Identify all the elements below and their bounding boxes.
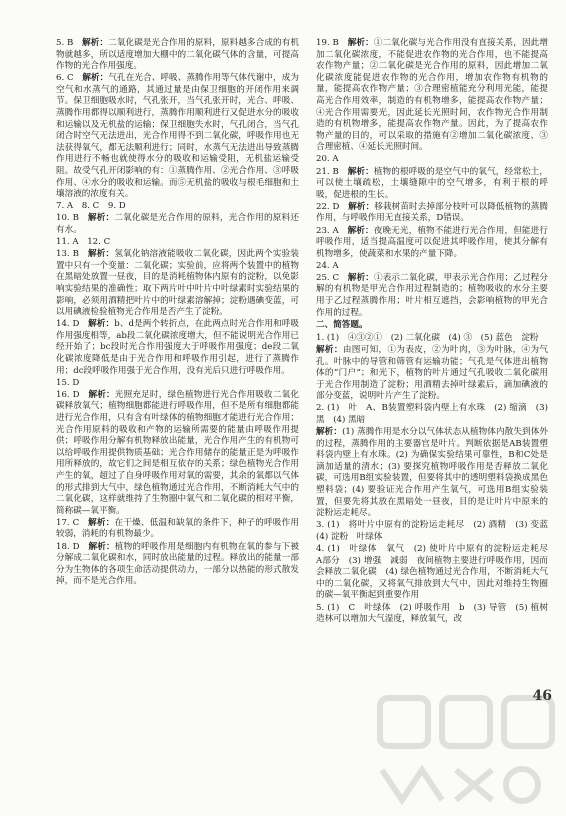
answer-text: (1) 蒸腾作用是水分以气体状态从植物体内散失到体外的过程，蒸腾作用的主要器官是叶片。判断依据是AB装置塑料袋内壁上有水珠。(2) 为确保实验结果可靠性，B和C处是滴加适量的清水；(3) 要探究植物呼吸作用是否释放二氧化碳，可选用B组实验装置，但要将其中的透明塑料袋换成黑色塑料袋；(4) 要验证光合作用产生氧气，可选用B组实验装置，但要先将其放在黑暗处一昼夜，目的是让叶片中原来的淀粉运走耗尽。 [316, 427, 548, 519]
answer-item [316, 202, 548, 225]
analysis-label: 解析： [347, 272, 375, 283]
analysis-label: 解析： [347, 166, 374, 177]
answer-item [56, 38, 299, 73]
answer-item [316, 403, 548, 426]
answer-number: 13. B [56, 249, 79, 260]
answer-number: 2. (1) [316, 403, 340, 414]
answer-item [56, 201, 299, 213]
analysis-label: 解析： [316, 344, 343, 355]
answer-text: ①表示二氧化碳，甲表示光合作用；乙过程分解的有机物是甲光合作用过程制造的；植物吸收的水分主要用于乙过程蒸腾作用；叶片相互遮挡，会影响植物的甲光合作用的过程。 [316, 272, 548, 318]
answer-text: 光照充足时，绿色植物进行光合作用吸收二氧化碳释放氧气；植物细胞都能进行呼吸作用，但不是所有细胞都能进行光合作用，只有含有叶绿体的植物细胞才能进行光合作用；光合作用原料的吸收和产物的运输所需要的能量由呼吸作用提供；呼吸作用分解有机物释放出能量，光合作用产生的有机物可以给呼吸作用提供物质基础；光合作用储存的能量正是为呼吸作用所释放的，故它们之间是相互依存的关系；绿色植物光合作用产生的氧，超过了自身呼吸作用对氧的需要，其余的氧都以气体的形式排到大气中，绿色植物通过光合作用，不断消耗大气中的二氧化碳，这样就维持了生物圈中氧气和二氧化碳的相对平衡，简称碳—氧平衡。 [56, 389, 299, 516]
answer-number: 5. (1) [316, 602, 340, 613]
answer-text: b、d是两个转折点，在此两点时光合作用和呼吸作用强度相等，ab段二氧化碳浓度增大，但不能说明光合作用已经开始了；bc段时光合作用强度大于呼吸作用强度；de段二氧化碳浓度降低是由于光合作用和呼吸作用引起，进行了蒸腾作用；dc段呼吸作用强于光合作用，没有光后只进行呼吸作用。 [56, 319, 299, 376]
answer-number: 7. A [56, 201, 74, 212]
answer-item [316, 544, 557, 602]
answer-text: 氢氧化钠溶液能吸收二氧化碳，因此两个实验装置中只有一个变量：二氧化碳；实验前，应将两个装置中的植物在黑暗处放置一昼夜，目的是消耗植物体内原有的淀粉，以免影响实验结果的准确性；取下两片叶中叶片中叶绿素时实验结果的影响，必须用酒精把叶片中的叶绿素溶解掉；淀粉遇碘变蓝，可以用碘液检验植物光合作用是否产生了淀粉。 [56, 249, 299, 318]
analysis-label: 解析： [88, 517, 115, 528]
answer-number: 24. A [316, 260, 339, 271]
watermark-logo-icon [372, 690, 562, 810]
answer-text: 气孔在光合、呼吸、蒸腾作用等气体代谢中，成为空气和水蒸气的通路，其通过量是由保卫细胞的开闭作用来调节。保卫细胞吸水时，气孔张开，当气孔张开时，光合、呼吸、蒸腾作用都得以顺利进行，蒸腾作用顺利进行又促进水分的吸收和运输以及无机盐的运输；保卫细胞失水时，气孔闭合，当气孔闭合时空气无法进出，光合作用得不到二氧化碳，呼吸作用也无法获得氧气，都无法顺利进行；同时，水蒸气无法进出导致蒸腾作用进行不畅也就使得水分的吸收和运输受阻，无机盐运输受阻。故受气孔开闭影响的有：①蒸腾作用、②光合作用、③呼吸作用、④水分的吸收和运输。而⑤无机盐的吸收与根毛细胞和土壤溶液的浓度有关。 [56, 73, 299, 200]
answer-number: 23. A [316, 225, 339, 236]
answer-text: 在干燥、低温和缺氧的条件下，种子的呼吸作用较弱，消耗的有机物最少。 [56, 517, 299, 540]
analysis-label: 解析： [88, 389, 115, 400]
answer-item [316, 167, 548, 202]
answer-item [56, 213, 299, 236]
answer-item [56, 237, 299, 249]
answer-item [316, 273, 548, 319]
answer-text: 12. C [87, 237, 111, 248]
right-column [316, 38, 557, 626]
page-number: 46 [532, 688, 552, 704]
answer-item [316, 261, 548, 273]
answer-text: 植物的呼吸作用是细胞内有机物在氧的参与下被分解成二氧化碳和水，同时放出能量的过程。释放出的能量一部分为生物体的各项生命活动提供动力，一部分以热能的形式散发掉，而不是光合作用。 [56, 541, 299, 587]
answer-item [56, 542, 299, 588]
answer-text: 移栽树苗时去掉部分枝叶可以降低植物的蒸腾作用，与呼吸作用无直接关系，D错误。 [316, 201, 548, 224]
answer-number: 11. A [56, 237, 79, 248]
answer-number: 21. B [316, 166, 339, 177]
answer-number: 20. A [316, 154, 339, 165]
answer-text: 将叶片中原有的淀粉运走耗尽 (2) 酒精 (3) 变蓝 (4) 淀粉 叶绿体 [316, 520, 557, 542]
analysis-label: 解析： [348, 201, 375, 212]
answer-text: 夜晚无光，植物不能进行光合作用，但能进行呼吸作用，适当提高温度可以促进其呼吸作用，使其分解有机物增多，使蔬菜和水果的产量下降。 [316, 225, 548, 259]
answer-item [316, 427, 548, 520]
answer-text: C 叶绿体 (2) 呼吸作用 b (3) 导管 (5) 植树造林可以增加大气湿度，释放氧气，改 [316, 602, 548, 625]
analysis-label: 解析： [82, 73, 109, 84]
answer-item [316, 520, 557, 543]
analysis-label: 解析： [87, 249, 115, 260]
answer-number: 19. B [316, 38, 339, 48]
answer-text: 叶 A、B装置塑料袋内壁上有水珠 (2) 缩滴 (3) 黑 (4) 黑暗 [316, 403, 548, 425]
answer-number: 15. D [56, 377, 80, 388]
answer-number: 1. (1) [316, 332, 340, 343]
answer-text: ④③②① (2) 二氧化碳 (4) ③ (5) 蓝色 淀粉 [347, 332, 539, 343]
answer-number: 16. D [56, 389, 80, 400]
answer-text: 二氧化碳是光合作用的原料，光合作用的原料还有水。 [56, 213, 299, 235]
analysis-label: 解析： [316, 427, 343, 438]
answer-number: 25. C [316, 272, 340, 283]
answer-item [316, 154, 548, 166]
answer-item [56, 249, 299, 319]
answer-item [316, 603, 548, 626]
answer-item [56, 518, 299, 541]
answer-number: 5. B [56, 38, 74, 48]
answer-item [56, 378, 299, 390]
analysis-label: 解析： [347, 38, 374, 48]
answer-item [56, 73, 299, 201]
section-heading: 二、简答题。 [316, 320, 368, 331]
answer-item [316, 345, 548, 403]
left-column [56, 38, 299, 588]
analysis-label: 解析： [88, 541, 115, 552]
answer-number: 17. C [56, 517, 80, 528]
answer-number: 14. D [56, 319, 80, 330]
answer-text: 由图可知，①为表皮，②为叶肉，③为叶脉，④为气孔。叶脉中的导管和筛管有运输功能；气孔是气体进出植物体的“门户”；和光下，植物的叶片通过气孔吸收二氧化碳用于光合作用制造了淀粉；用酒精去掉叶绿素后，滴加碘液的部分变蓝，说明叶片产生了淀粉。 [316, 344, 548, 402]
answer-text: 叶绿体 氧气 (2) 使叶片中原有的淀粉运走耗尽 A部分 (3) 增强 减弱 夜间植物主要进行呼吸作用，因而会释放二氧化碳 (4) 绿色植物通过光合作用，不断消耗大气中的二氧化碳，又将氧气排放到大气中，因此对维持生物圈的碳—氧平衡起到重要作用 [316, 544, 557, 601]
answer-text: 植物的根呼吸的是空气中的氧气，经常松土，可以使土壤疏松，土壤缝隙中的空气增多，有利于根的呼吸，促进根的生长。 [316, 166, 548, 200]
answer-number: 3. (1) [316, 520, 340, 531]
answer-text: 8. C 9. D [81, 201, 126, 212]
analysis-label: 解析： [347, 225, 374, 236]
answer-number: 6. C [56, 73, 74, 84]
answer-item [316, 38, 548, 154]
answer-text: 二氧化碳是光合作用的原料，原料越多合成的有机物就越多，所以适度增加大棚中的二氧化碳气体的含量，可提高作物的光合作用强度。 [56, 38, 299, 72]
analysis-label: 解析： [82, 38, 109, 48]
answer-item [56, 319, 299, 377]
analysis-label: 解析： [88, 319, 115, 330]
answer-text: ①二氧化碳与光合作用没有直接关系，因此增加二氧化碳浓度，不能促进农作物的光合作用，也不能提高农作物产量；②二氧化碳是光合作用的原料，因此增加二氧化碳浓度能促进农作物的光合作用，增加农作物有机物的量，能提高农作物产量；③合理密植能充分利用光能，能提高光合作用效率，制造的有机物增多，能提高农作物产量；④光合作用需要光，因此延长光照时间，农作物光合作用制造的有机物增多，能提高农作物产量。因此，为了提高农作物产量的目的，可以采取的措施有②增加二氧化碳浓度、③合理密植、④延长光照时间。 [316, 38, 548, 153]
analysis-label: 解析： [87, 213, 115, 224]
answer-number: 4. (1) [316, 544, 340, 555]
answer-number: 22. D [316, 201, 340, 212]
answer-item [316, 226, 548, 261]
answer-item [56, 390, 299, 518]
answer-item [316, 333, 548, 345]
answer-number: 18. D [56, 541, 80, 552]
answer-number: 10. B [56, 213, 79, 224]
